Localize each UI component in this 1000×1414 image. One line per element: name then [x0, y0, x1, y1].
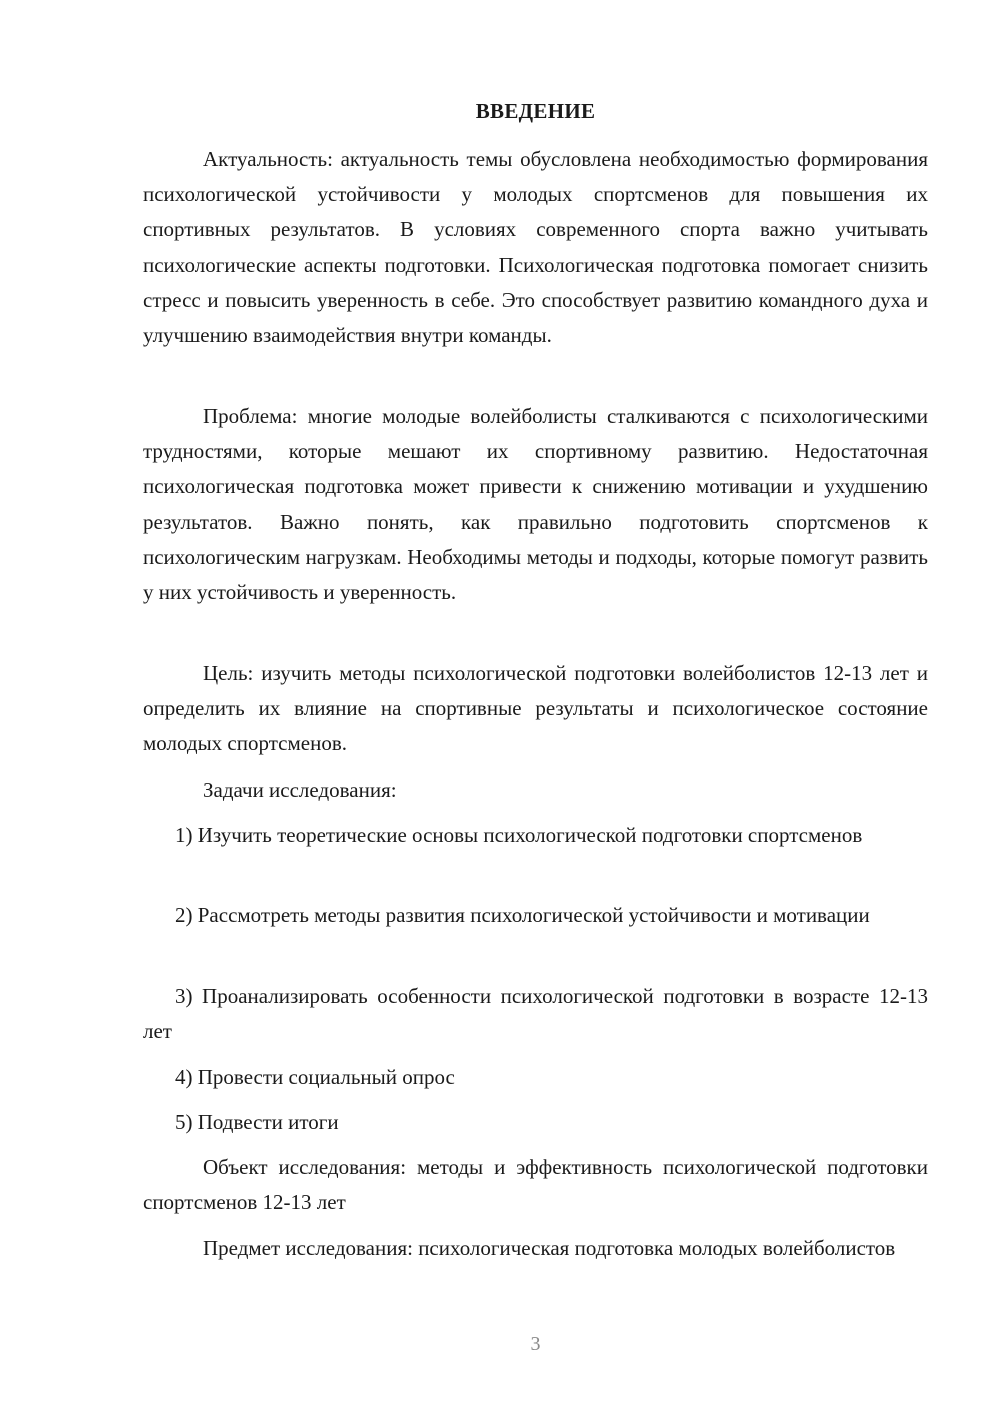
- paragraph-problem: Проблема: многие молодые волейболисты сталкиваются с психологическими трудностями, которые мешают их спортивному развитию. Недостаточная психологическая подготовка может привести к снижению мотивации и ухудшению результатов. Важно понять, как правильно подготовить спортсменов к психологическим нагрузкам. Необходимы методы и подходы, которые помогут развить у них устойчивость и уверенность.: [143, 404, 928, 605]
- task-item-2: 2) Рассмотреть методы развития психологической устойчивости и мотивации: [175, 903, 870, 927]
- paragraph-goal: Цель: изучить методы психологической подготовки волейболистов 12-13 лет и определить их влияние на спортивные результаты и психологическое состояние молодых спортсменов.: [143, 661, 928, 756]
- paragraph-subject: Предмет исследования: психологическая подготовка молодых волейболистов: [203, 1236, 896, 1260]
- task-item-4: 4) Провести социальный опрос: [175, 1065, 455, 1089]
- document-page: [143, 0, 928, 1414]
- task-item-1: 1) Изучить теоретические основы психологической подготовки спортсменов: [175, 823, 863, 847]
- page-number: 3: [530, 1333, 541, 1355]
- tasks-title: Задачи исследования:: [203, 778, 397, 802]
- paragraph-object: Объект исследования: методы и эффективность психологической подготовки спортсменов 12-13 лет: [143, 1155, 928, 1215]
- task-item-5: 5) Подвести итоги: [175, 1110, 339, 1134]
- section-heading: ВВЕДЕНИЕ: [475, 99, 596, 123]
- paragraph-relevance: Актуальность: актуальность темы обусловлена необходимостью формирования психологической устойчивости у молодых спортсменов для повышения их спортивных результатов. В условиях современного спорта важно учитывать психологические аспекты подготовки. Психологическая подготовка помогает снизить стресс и повысить уверенность в себе. Это способствует развитию командного духа и улучшению взаимодействия внутри команды.: [143, 147, 928, 348]
- task-item-3: 3) Проанализировать особенности психологической подготовки в возрасте 12-13 лет: [143, 984, 928, 1044]
